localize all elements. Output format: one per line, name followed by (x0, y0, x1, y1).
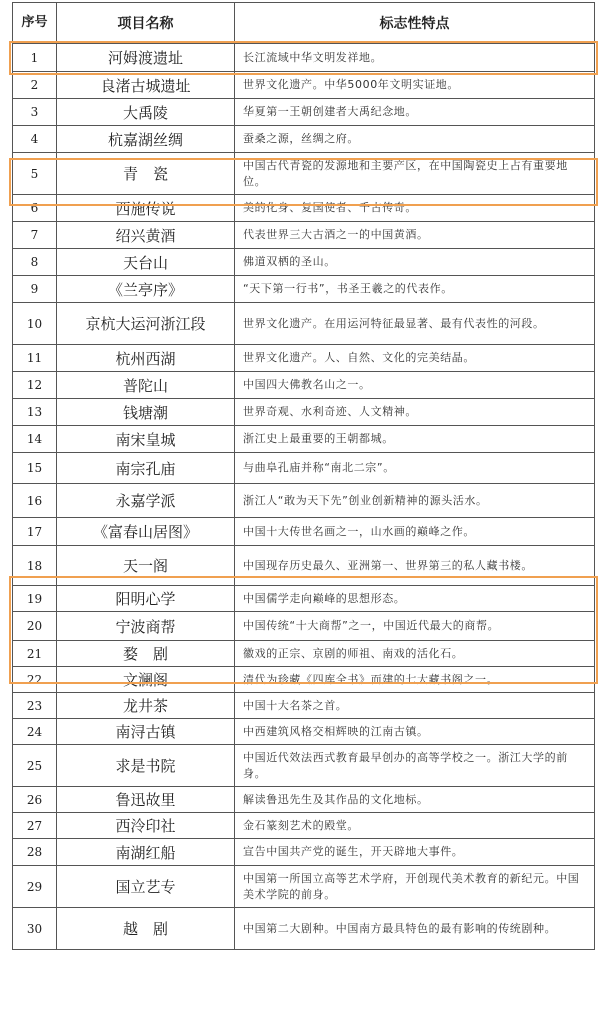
feature-text: 世界奇观、水利奇迹、人文精神。 (235, 399, 595, 426)
project-name: 大禹陵 (57, 99, 235, 126)
table-row (13, 693, 595, 719)
project-name: 南浔古镇 (57, 719, 235, 745)
header-no: 序号 (13, 3, 57, 44)
table-row (13, 641, 595, 667)
table-row (13, 518, 595, 546)
feature-text: 徽戏的正宗、京剧的师祖、南戏的活化石。 (235, 641, 595, 667)
row-number: 18 (13, 546, 57, 586)
row-number: 20 (13, 612, 57, 641)
project-name: 求是书院 (57, 745, 235, 787)
feature-text: 世界文化遗产。中华5000年文明实证地。 (235, 72, 595, 99)
project-name: 天台山 (57, 249, 235, 276)
project-name: 《富春山居图》 (57, 518, 235, 546)
row-number: 26 (13, 787, 57, 813)
project-name: 西泠印社 (57, 813, 235, 839)
table-row (13, 345, 595, 372)
feature-text: 世界文化遗产。人、自然、文化的完美结晶。 (235, 345, 595, 372)
row-number: 19 (13, 586, 57, 612)
row-number: 11 (13, 345, 57, 372)
row-number: 4 (13, 126, 57, 153)
project-name: 南宗孔庙 (57, 453, 235, 484)
row-number: 22 (13, 667, 57, 693)
project-name: 婺 剧 (57, 641, 235, 667)
project-name: 河姆渡遗址 (57, 44, 235, 72)
table-row (13, 908, 595, 950)
table-row (13, 72, 595, 99)
feature-text: 世界文化遗产。在用运河特征最显著、最有代表性的河段。 (235, 303, 595, 345)
row-number: 21 (13, 641, 57, 667)
table-row (13, 426, 595, 453)
feature-text: 清代为珍藏《四库全书》而建的七大藏书阁之一。 (235, 667, 595, 693)
project-name: 绍兴黄酒 (57, 222, 235, 249)
feature-text: 浙江史上最重要的王朝都城。 (235, 426, 595, 453)
table-row (13, 745, 595, 787)
feature-text: 中国现存历史最久、亚洲第一、世界第三的私人藏书楼。 (235, 546, 595, 586)
project-name: 京杭大运河浙江段 (57, 303, 235, 345)
table-row (13, 222, 595, 249)
feature-text: 中西建筑风格交相辉映的江南古镇。 (235, 719, 595, 745)
row-number: 12 (13, 372, 57, 399)
row-number: 15 (13, 453, 57, 484)
project-name: 杭州西湖 (57, 345, 235, 372)
project-name: 国立艺专 (57, 866, 235, 908)
table-row (13, 372, 595, 399)
table-row (13, 153, 595, 195)
table-row (13, 249, 595, 276)
row-number: 30 (13, 908, 57, 950)
table-row (13, 484, 595, 518)
feature-text: 中国古代青瓷的发源地和主要产区，在中国陶瓷史上占有重要地位。 (235, 153, 595, 195)
project-name: 西施传说 (57, 195, 235, 222)
feature-text: 中国近代效法西式教育最早创办的高等学校之一。浙江大学的前身。 (235, 745, 595, 787)
table-row (13, 399, 595, 426)
table-row (13, 126, 595, 153)
row-number: 6 (13, 195, 57, 222)
project-name: 南宋皇城 (57, 426, 235, 453)
header-row (13, 3, 595, 44)
table-row (13, 546, 595, 586)
table-row (13, 44, 595, 72)
heritage-table-sheet (12, 2, 594, 950)
project-name: 宁波商帮 (57, 612, 235, 641)
feature-text: 金石篆刻艺术的殿堂。 (235, 813, 595, 839)
feature-text: 佛道双栖的圣山。 (235, 249, 595, 276)
table-row (13, 839, 595, 866)
project-name: 杭嘉湖丝绸 (57, 126, 235, 153)
row-number: 29 (13, 866, 57, 908)
row-number: 8 (13, 249, 57, 276)
table-row (13, 303, 595, 345)
project-name: 钱塘潮 (57, 399, 235, 426)
feature-text: 中国十大传世名画之一，山水画的巅峰之作。 (235, 518, 595, 546)
table-row (13, 787, 595, 813)
project-name: 文澜阁 (57, 667, 235, 693)
row-number: 1 (13, 44, 57, 72)
header-feature: 标志性特点 (235, 3, 595, 44)
heritage-table (12, 2, 595, 950)
row-number: 27 (13, 813, 57, 839)
table-row (13, 99, 595, 126)
row-number: 25 (13, 745, 57, 787)
table-row (13, 276, 595, 303)
project-name: 《兰亭序》 (57, 276, 235, 303)
row-number: 2 (13, 72, 57, 99)
feature-text: 代表世界三大古酒之一的中国黄酒。 (235, 222, 595, 249)
table-row (13, 719, 595, 745)
project-name: 龙井茶 (57, 693, 235, 719)
feature-text: 宣告中国共产党的诞生，开天辟地大事件。 (235, 839, 595, 866)
feature-text: 中国四大佛教名山之一。 (235, 372, 595, 399)
project-name: 青 瓷 (57, 153, 235, 195)
project-name: 鲁迅故里 (57, 787, 235, 813)
feature-text: 解读鲁迅先生及其作品的文化地标。 (235, 787, 595, 813)
feature-text: 美的化身、复国使者、千古传奇。 (235, 195, 595, 222)
feature-text: 与曲阜孔庙并称“南北二宗”。 (235, 453, 595, 484)
table-row (13, 813, 595, 839)
feature-text: 蚕桑之源，丝绸之府。 (235, 126, 595, 153)
table-row (13, 866, 595, 908)
project-name: 阳明心学 (57, 586, 235, 612)
row-number: 9 (13, 276, 57, 303)
table-row (13, 667, 595, 693)
feature-text: “天下第一行书”，书圣王羲之的代表作。 (235, 276, 595, 303)
project-name: 良渚古城遗址 (57, 72, 235, 99)
row-number: 17 (13, 518, 57, 546)
row-number: 28 (13, 839, 57, 866)
table-row (13, 453, 595, 484)
table-row (13, 195, 595, 222)
project-name: 永嘉学派 (57, 484, 235, 518)
feature-text: 长江流域中华文明发祥地。 (235, 44, 595, 72)
project-name: 普陀山 (57, 372, 235, 399)
table-body (13, 44, 595, 950)
project-name: 南湖红船 (57, 839, 235, 866)
feature-text: 中国十大名茶之首。 (235, 693, 595, 719)
feature-text: 中国儒学走向巅峰的思想形态。 (235, 586, 595, 612)
row-number: 16 (13, 484, 57, 518)
feature-text: 浙江人“敢为天下先”创业创新精神的源头活水。 (235, 484, 595, 518)
row-number: 24 (13, 719, 57, 745)
row-number: 10 (13, 303, 57, 345)
row-number: 14 (13, 426, 57, 453)
feature-text: 中国传统“十大商帮”之一，中国近代最大的商帮。 (235, 612, 595, 641)
row-number: 5 (13, 153, 57, 195)
feature-text: 华夏第一王朝创建者大禹纪念地。 (235, 99, 595, 126)
table-row (13, 586, 595, 612)
table-row (13, 612, 595, 641)
project-name: 天一阁 (57, 546, 235, 586)
feature-text: 中国第二大剧种。中国南方最具特色的最有影响的传统剧种。 (235, 908, 595, 950)
row-number: 3 (13, 99, 57, 126)
header-name: 项目名称 (57, 3, 235, 44)
project-name: 越 剧 (57, 908, 235, 950)
feature-text: 中国第一所国立高等艺术学府，开创现代美术教育的新纪元。中国美术学院的前身。 (235, 866, 595, 908)
row-number: 7 (13, 222, 57, 249)
row-number: 13 (13, 399, 57, 426)
row-number: 23 (13, 693, 57, 719)
